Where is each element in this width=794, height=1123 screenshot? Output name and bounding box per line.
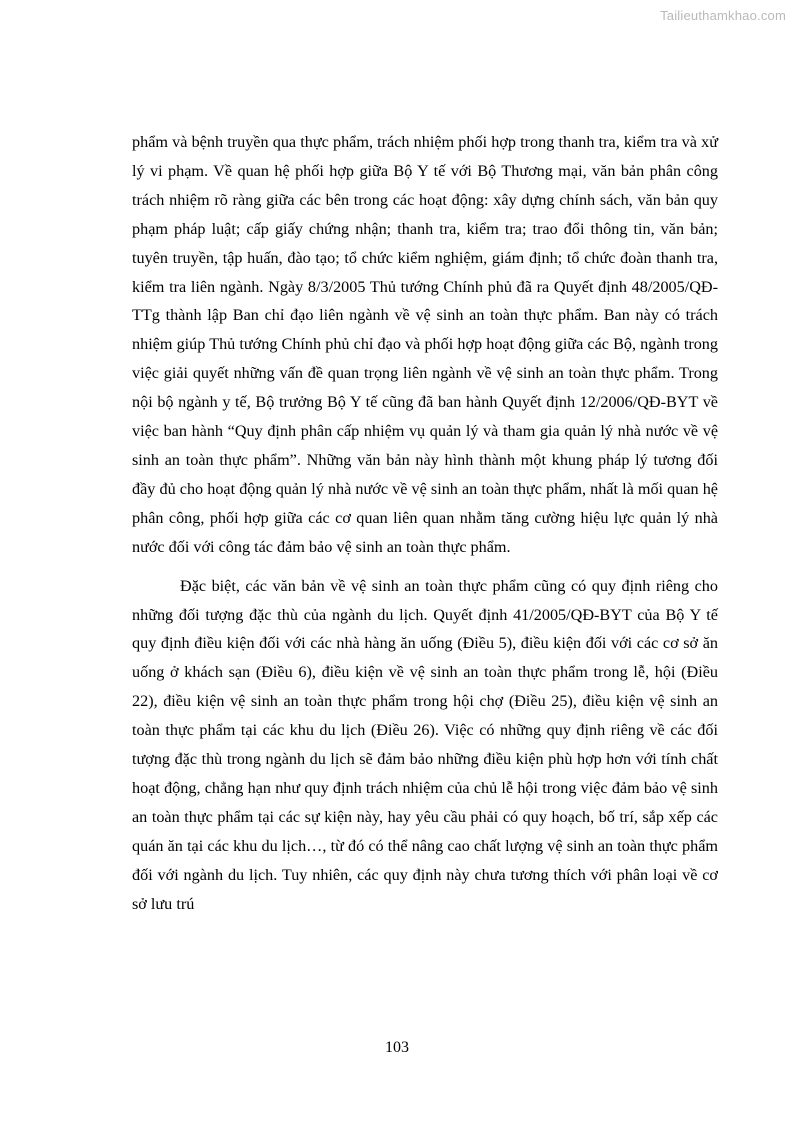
watermark-text: Tailieuthamkhao.com [660, 8, 786, 23]
page-body [132, 128, 718, 918]
paragraph-2: Đặc biệt, các văn bản về vệ sinh an toàn thực phẩm cũng có quy định riêng cho những đối tượng đặc thù của ngành du lịch. Quyết định 41/2005/QĐ-BYT của Bộ Y tế quy định điều kiện đối với các nhà hàng ăn uống (Điều 5), điều kiện đối với các cơ sở ăn uống ở khách sạn (Điều 6), điều kiện về vệ sinh an toàn thực phẩm trong lễ, hội (Điều 22), điều kiện vệ sinh an toàn thực phẩm trong hội chợ (Điều 25), điều kiện vệ sinh an toàn thực phẩm tại các khu du lịch (Điều 26). Việc có những quy định riêng về các đối tượng đặc thù trong ngành du lịch sẽ đảm bảo những điều kiện phù hợp hơn với tính chất hoạt động, chẳng hạn như quy định trách nhiệm của chủ lễ hội trong việc đảm bảo vệ sinh an toàn thực phẩm tại các sự kiện này, hay yêu cầu phải có quy hoạch, bố trí, sắp xếp các quán ăn tại các khu du lịch…, từ đó có thể nâng cao chất lượng vệ sinh an toàn thực phẩm đối với ngành du lịch. Tuy nhiên, các quy định này chưa tương thích với phân loại về cơ sở lưu trú [132, 576, 718, 913]
page-number: 103 [385, 1039, 409, 1056]
paragraph-1: phẩm và bệnh truyền qua thực phẩm, trách nhiệm phối hợp trong thanh tra, kiểm tra và xử lý vi phạm. Về quan hệ phối hợp giữa Bộ Y tế với Bộ Thương mại, văn bản phân công trách nhiệm rõ ràng giữa các bên trong các hoạt động: xây dựng chính sách, văn bản quy phạm pháp luật; cấp giấy chứng nhận; thanh tra, kiểm tra; trao đổi thông tin, văn bản; tuyên truyền, tập huấn, đào tạo; tổ chức kiểm nghiệm, giám định; tổ chức đoàn thanh tra, kiểm tra liên ngành. Ngày 8/3/2005 Thủ tướng Chính phủ đã ra Quyết định 48/2005/QĐ-TTg thành lập Ban chỉ đạo liên ngành về vệ sinh an toàn thực phẩm. Ban này có trách nhiệm giúp Thủ tướng Chính phủ chỉ đạo và phối hợp hoạt động giữa các Bộ, ngành trong việc giải quyết những vấn đề quan trọng liên ngành về vệ sinh an toàn thực phẩm. Trong nội bộ ngành y tế, Bộ trưởng Bộ Y tế cũng đã ban hành Quyết định 12/2006/QĐ-BYT về việc ban hành “Quy định phân cấp nhiệm vụ quản lý và tham gia quản lý nhà nước về vệ sinh an toàn thực phẩm”. Những văn bản này hình thành một khung pháp lý tương đối đầy đủ cho hoạt động quản lý nhà nước về vệ sinh an toàn thực phẩm, nhất là mối quan hệ phân công, phối hợp giữa các cơ quan liên quan nhằm tăng cường hiệu lực quản lý nhà nước đối với công tác đảm bảo vệ sinh an toàn thực phẩm. [132, 133, 718, 556]
